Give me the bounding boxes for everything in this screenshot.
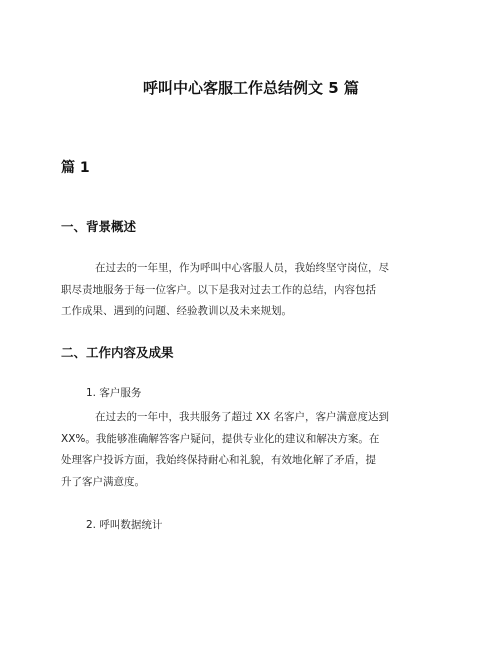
list-item-call-data-statistics: 2. 呼叫数据统计 (86, 519, 163, 531)
background-paragraph (61, 258, 441, 323)
paragraph-line: 职尽责地服务于每一位客户。以下是我对过去工作的总结，内容包括 (61, 283, 376, 296)
paragraph-line: 工作成果、遇到的问题、经验教训以及未来规划。 (61, 305, 292, 317)
document-title: 呼叫中心客服工作总结例文 5 篇 (143, 79, 359, 97)
section-heading-background: 一、背景概述 (61, 219, 137, 234)
section-heading-work-content: 二、工作内容及成果 (61, 345, 174, 360)
paragraph-line: 处理客户投诉方面，我始终保持耐心和礼貌，有效地化解了矛盾，提 (61, 454, 376, 466)
list-item-customer-service: 1. 客户服务 (86, 387, 142, 399)
paragraph-line: 在过去的一年中，我共服务了超过 XX 名客户，客户满意度达到 (95, 411, 390, 423)
paragraph-line: XX%。我能够准确解答客户疑问，提供专业化的建议和解决方案。在 (61, 432, 380, 445)
paragraph-line: 升了客户满意度。 (61, 475, 145, 488)
paragraph-line: 在过去的一年里，作为呼叫中心客服人员，我始终坚守岗位，尽 (95, 262, 389, 274)
customer-service-paragraph (61, 407, 441, 493)
part-heading: 篇 1 (61, 160, 90, 176)
